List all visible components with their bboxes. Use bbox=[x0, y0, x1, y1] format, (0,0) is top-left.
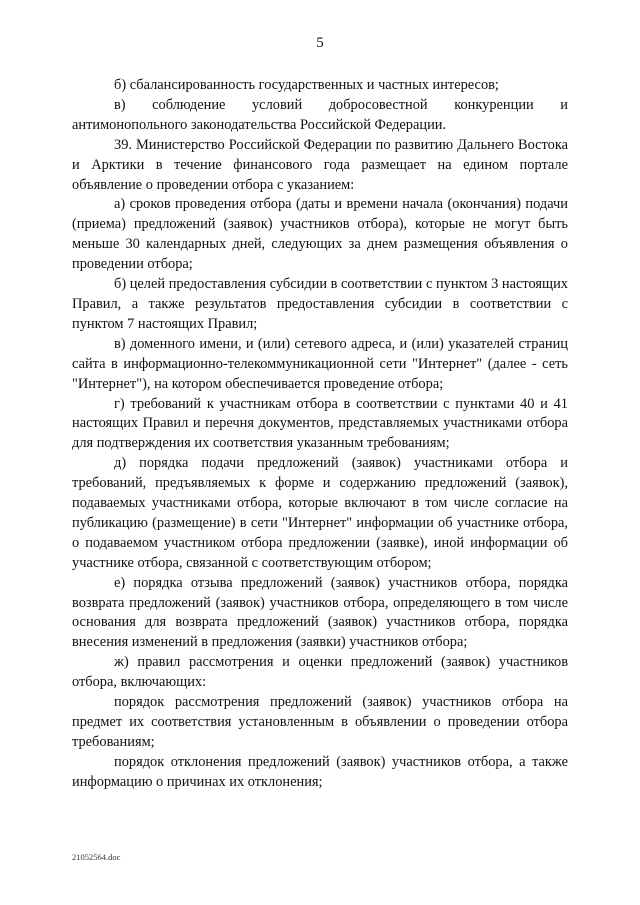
paragraph: д) порядка подачи предложений (заявок) участниками отбора и требований, предъявляемых к форме и содержанию предложений (заявок), подаваемых участниками отбора, которые включают в том числе согласие на публикацию (размещение) в сети "Интернет" информации об участнике отбора, о подаваемом участником отбора предложении (заявке), иной информации об участнике отбора, связанной с соответствующим отбором; bbox=[72, 455, 568, 571]
document-body bbox=[72, 76, 568, 793]
paragraph: порядок отклонения предложений (заявок) участников отбора, а также информацию о причинах их отклонения; bbox=[72, 753, 568, 790]
paragraph: б) сбалансированность государственных и частных интересов; bbox=[114, 77, 499, 93]
paragraph: в) соблюдение условий добросовестной конкуренции и антимонопольного законодательства Российской Федерации. bbox=[72, 96, 568, 133]
paragraph: г) требований к участникам отбора в соответствии с пунктами 40 и 41 настоящих Правил и перечня документов, представляемых участниками отбора для подтверждения их соответствия указанным требованиям; bbox=[72, 395, 568, 452]
paragraph: а) сроков проведения отбора (даты и времени начала (окончания) подачи (приема) предложений (заявок) участников отбора), которые не могут быть меньше 30 календарных дней, следующих за днем размещения объявления о проведении отбора; bbox=[72, 196, 568, 273]
paragraph: в) доменного имени, и (или) сетевого адреса, и (или) указателей страниц сайта в информационно-телекоммуникационной сети "Интернет" (далее - сеть "Интернет"), на котором обеспечивается проведение отбора; bbox=[72, 335, 568, 392]
footer-filename: 21052564.doc bbox=[72, 852, 121, 862]
paragraph: ж) правил рассмотрения и оценки предложений (заявок) участников отбора, включающих: bbox=[72, 654, 568, 691]
paragraph: б) целей предоставления субсидии в соответствии с пунктом 3 настоящих Правил, а также результатов предоставления субсидии в соответствии с пунктом 7 настоящих Правил; bbox=[72, 276, 568, 332]
paragraph: порядок рассмотрения предложений (заявок) участников отбора на предмет их соответствия установленным в объявлении о проведении отбора требованиям; bbox=[72, 694, 568, 750]
paragraph: 39. Министерство Российской Федерации по развитию Дальнего Востока и Арктики в течение финансового года размещает на едином портале объявление о проведении отбора с указанием: bbox=[72, 136, 568, 193]
page-number: 5 bbox=[316, 35, 324, 51]
paragraph: е) порядка отзыва предложений (заявок) участников отбора, порядка возврата предложений (заявок) участников отбора, определяющего в том числе основания для возврата предложений (заявок) участников отбора, порядка внесения изменений в предложения (заявки) участников отбора; bbox=[72, 574, 568, 651]
